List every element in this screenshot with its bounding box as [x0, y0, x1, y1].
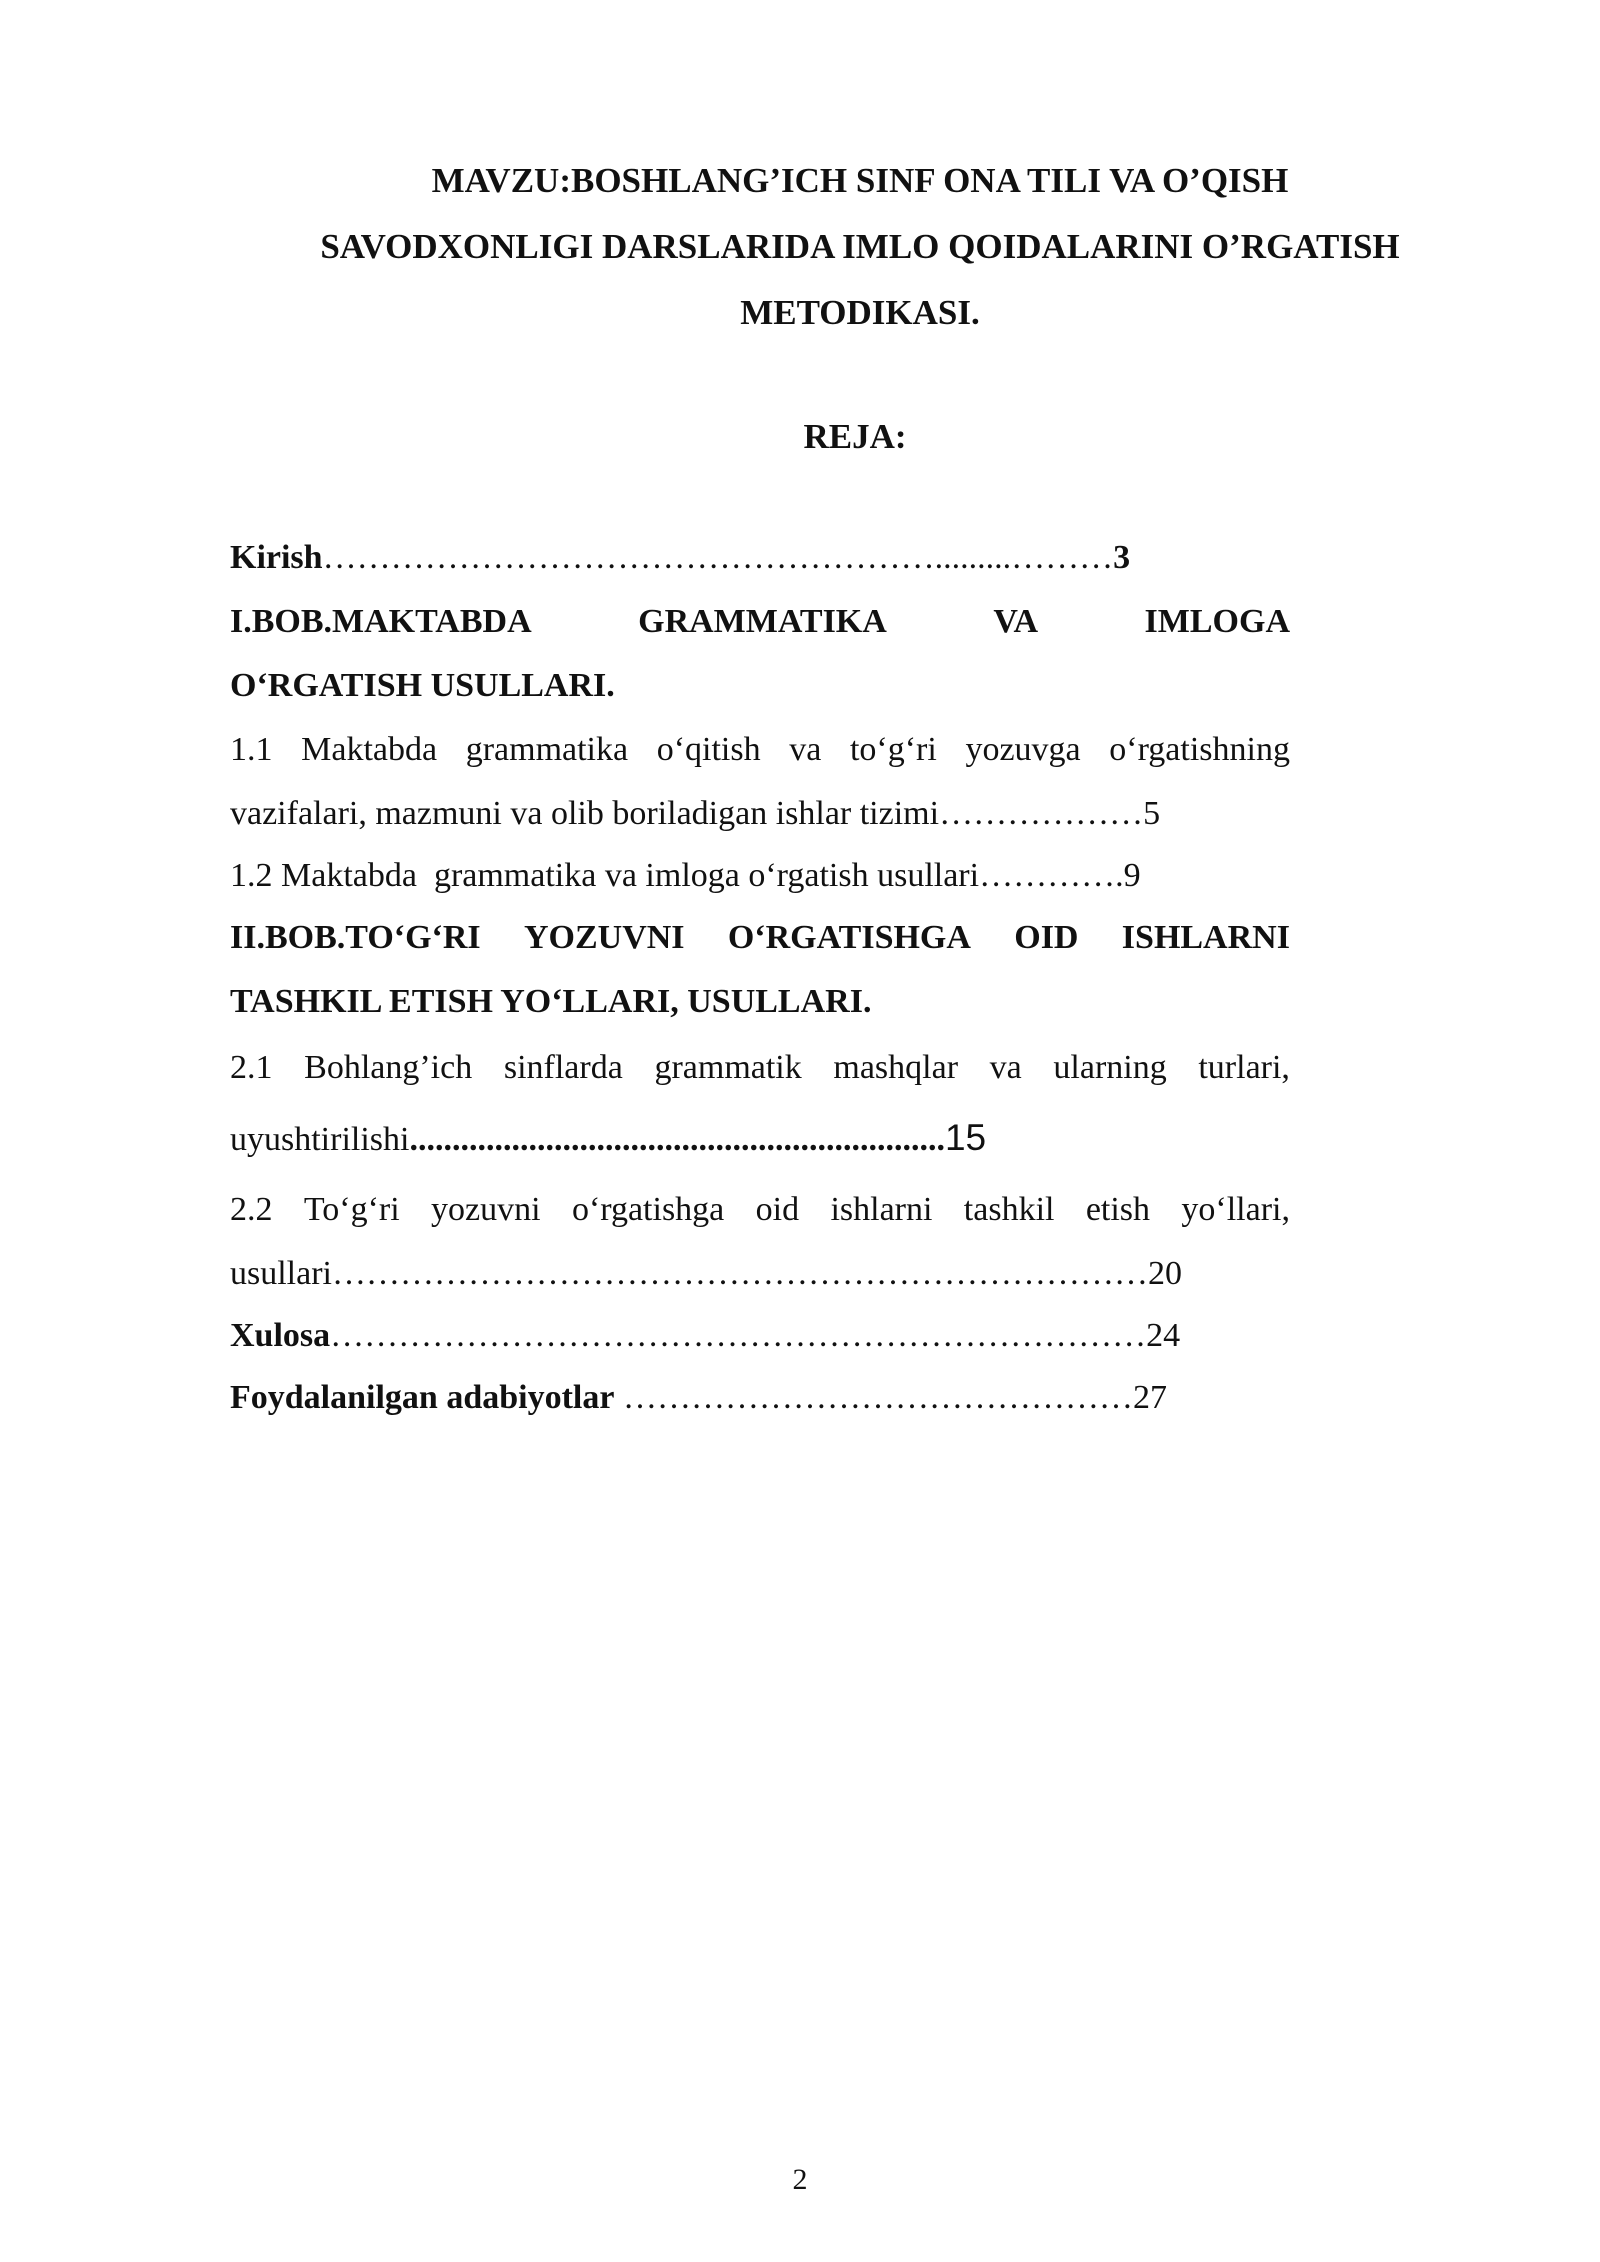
- toc-word: mashqlar: [833, 1049, 959, 1086]
- toc-entry-1-2: [230, 851, 1290, 901]
- toc-entry-label: Kirish: [230, 539, 323, 576]
- title-line-3: METODIKASI.: [740, 293, 980, 332]
- toc-word: 2.2: [230, 1191, 273, 1228]
- toc-word: to‘g‘ri: [849, 731, 937, 768]
- toc-chapter-2-line-1: [230, 913, 1290, 963]
- toc-entry-text: uyushtirilishi: [230, 1121, 410, 1158]
- toc-entry-2-1-line-2: [230, 1113, 1290, 1165]
- plan-heading: REJA:: [803, 417, 907, 456]
- toc-word: yo‘llari,: [1181, 1191, 1290, 1228]
- toc-entry-2-2-line-1: [230, 1185, 1290, 1235]
- toc-word: o‘rgatishga: [571, 1191, 725, 1228]
- toc-word: va: [989, 1049, 1022, 1086]
- toc-word: sinflarda: [503, 1049, 623, 1086]
- toc-word: yozuvga: [965, 731, 1081, 768]
- toc-leader-dots: ………………………………………………………………: [331, 1255, 1148, 1292]
- toc-page-number: 20: [1147, 1255, 1182, 1292]
- toc-word: ISHLARNI: [1121, 919, 1290, 956]
- document-title: [230, 148, 1490, 346]
- toc-entry-text: usullari: [230, 1255, 332, 1292]
- toc-word: yozuvni: [431, 1191, 541, 1228]
- toc-word: ularning: [1053, 1049, 1167, 1086]
- toc-leader-dots: ………………: [939, 795, 1144, 832]
- toc-word: YOZUVNI: [523, 919, 685, 956]
- toc-chapter-2-line-2: TASHKIL ETISH YO‘LLARI, USULLARI.: [230, 983, 872, 1020]
- toc-leader-dots: ………….: [979, 857, 1124, 894]
- toc-entry-1-1-line-1: [230, 725, 1290, 775]
- toc-page-number: 5: [1143, 795, 1161, 832]
- toc-word: VA: [993, 603, 1039, 640]
- toc-entry-text: vazifalari, mazmuni va olib boriladigan ishlar tizimi: [230, 795, 940, 832]
- toc-entry-text: 1.2 Maktabda grammatika va imloga o‘rgatish usullari: [230, 857, 980, 894]
- toc-leader-dots: ...............................................................: [409, 1121, 945, 1158]
- toc-entry-xulosa: [230, 1311, 1290, 1361]
- toc-entry-label: Foydalanilgan adabiyotlar: [230, 1379, 615, 1416]
- toc-leader-dots: ………………………………………………………………: [330, 1317, 1147, 1354]
- title-line-1: MAVZU:BOSHLANG’ICH SINF ONA TILI VA O’QISH: [431, 161, 1289, 200]
- toc-entry-2-2-line-2: [230, 1249, 1290, 1299]
- toc-word: 1.1: [230, 731, 273, 768]
- toc-word: va: [789, 731, 822, 768]
- toc-word: I.BOB.MAKTABDA: [230, 603, 532, 640]
- toc-page-number: 24: [1146, 1317, 1181, 1354]
- toc-page-number: 27: [1132, 1379, 1167, 1416]
- toc-word: grammatika: [465, 731, 629, 768]
- title-line-2: SAVODXONLIGI DARSLARIDA IMLO QOIDALARINI O’RGATISH: [320, 227, 1400, 266]
- toc-word: GRAMMATIKA: [638, 603, 887, 640]
- toc-word: II.BOB.TO‘G‘RI: [230, 919, 481, 956]
- toc-word: o‘qitish: [656, 731, 761, 768]
- toc-leader-dots: ……………………………………………….........………: [322, 539, 1114, 576]
- toc-leader-dots: ………………………………………: [614, 1379, 1133, 1416]
- toc-word: OID: [1014, 919, 1079, 956]
- toc-word: 2.1: [230, 1049, 273, 1086]
- toc-entry-kirish: [230, 533, 1290, 583]
- toc-word: tashkil: [963, 1191, 1055, 1228]
- toc-word: oid: [755, 1191, 800, 1228]
- toc-page-number: 15: [944, 1117, 987, 1158]
- toc-entry-1-1-line-2: [230, 789, 1290, 839]
- toc-chapter-1-line-2: O‘RGATISH USULLARI.: [230, 667, 615, 704]
- toc-word: o‘rgatishning: [1109, 731, 1290, 768]
- toc-entry-2-1-line-1: [230, 1043, 1290, 1093]
- toc-word: Bohlang’ich: [304, 1049, 473, 1086]
- toc-word: IMLOGA: [1144, 603, 1290, 640]
- toc-chapter-1-line-1: [230, 597, 1290, 647]
- toc-page-number: 9: [1123, 857, 1141, 894]
- toc-word: turlari,: [1198, 1049, 1290, 1086]
- toc-word: To‘g‘ri: [303, 1191, 400, 1228]
- toc-entry-references: [230, 1373, 1290, 1423]
- toc-word: O‘RGATISHGA: [727, 919, 971, 956]
- toc-word: etish: [1085, 1191, 1151, 1228]
- toc-entry-label: Xulosa: [230, 1317, 331, 1354]
- toc-word: ishlarni: [830, 1191, 933, 1228]
- toc-page-number: 3: [1113, 539, 1131, 576]
- toc-word: Maktabda: [301, 731, 438, 768]
- page-number: 2: [792, 2163, 808, 2196]
- toc-word: grammatik: [654, 1049, 802, 1086]
